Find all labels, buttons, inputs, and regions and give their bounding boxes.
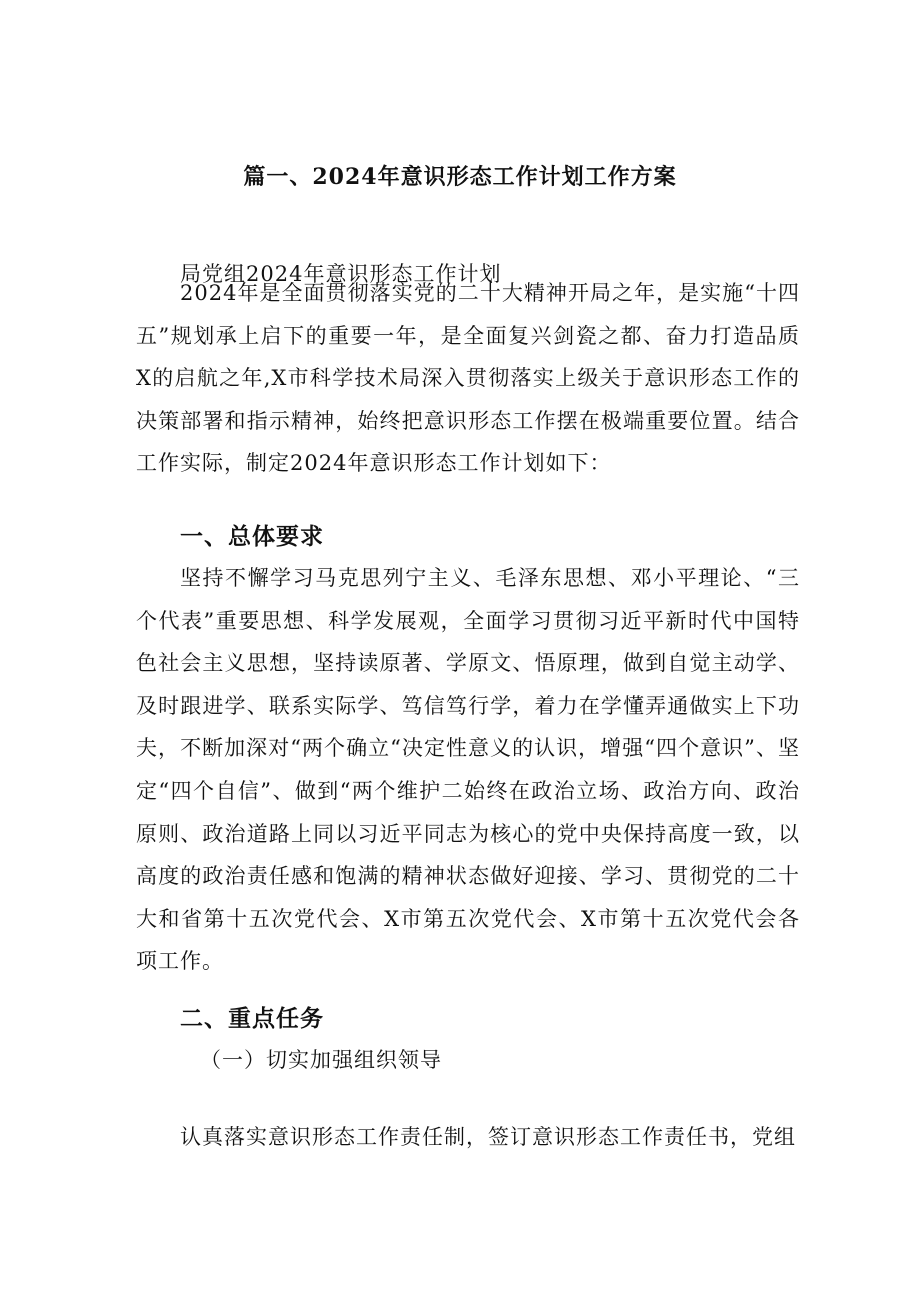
document-subtitle: 局党组2024年意识形态工作计划 — [180, 262, 502, 286]
document-title: 篇一、2024年意识形态工作计划工作方案 — [243, 164, 677, 190]
section-heading-general-requirements: 一、总体要求 — [180, 524, 324, 550]
organization-paragraph: 认真落实意识形态工作责任制，签订意识形态工作责任书，党组 — [180, 1125, 796, 1149]
section-heading-key-tasks: 二、重点任务 — [180, 1006, 324, 1032]
general-requirements-paragraph: 坚持不懈学习马克思列宁主义、毛泽东思想、邓小平理论、“三个代表”重要思想、科学发展观，全面学习贯彻习近平新时代中国特色社会主义思想，坚持读原著、学原文、悟原理，做到自觉主动学、及时跟进学、联系实际学、笃信笃行学，着力在学懂弄通做实上下功夫，不断加深对“两个确立“决定性意义的认识，增强“四个意识”、坚定“四个自信”、做到“两个维护二始终在政治立场、政治方向、政治原则、政治道路上同以习近平同志为核心的党中央保持高度一致，以高度的政治责任感和饱满的精神状态做好迎接、学习、贯彻党的二十大和省第十五次党代会、X市第五次党代会、X市第十五次党代会各项工作。 — [136, 566, 800, 974]
subsection-heading-organization: （一）切实加强组织领导 — [200, 1048, 442, 1072]
intro-paragraph: 2024年是全面贯彻落实党的二十大精神开局之年，是实施“十四五”规划承上启下的重要一年，是全面复兴剑瓷之都、奋力打造品质X的启航之年,X市科学技术局深入贯彻落实上级关于意识形态工作的决策部署和指示精神，始终把意识形态工作摆在极端重要位置。结合工作实际，制定2024年意识形态工作计划如下： — [136, 281, 800, 476]
